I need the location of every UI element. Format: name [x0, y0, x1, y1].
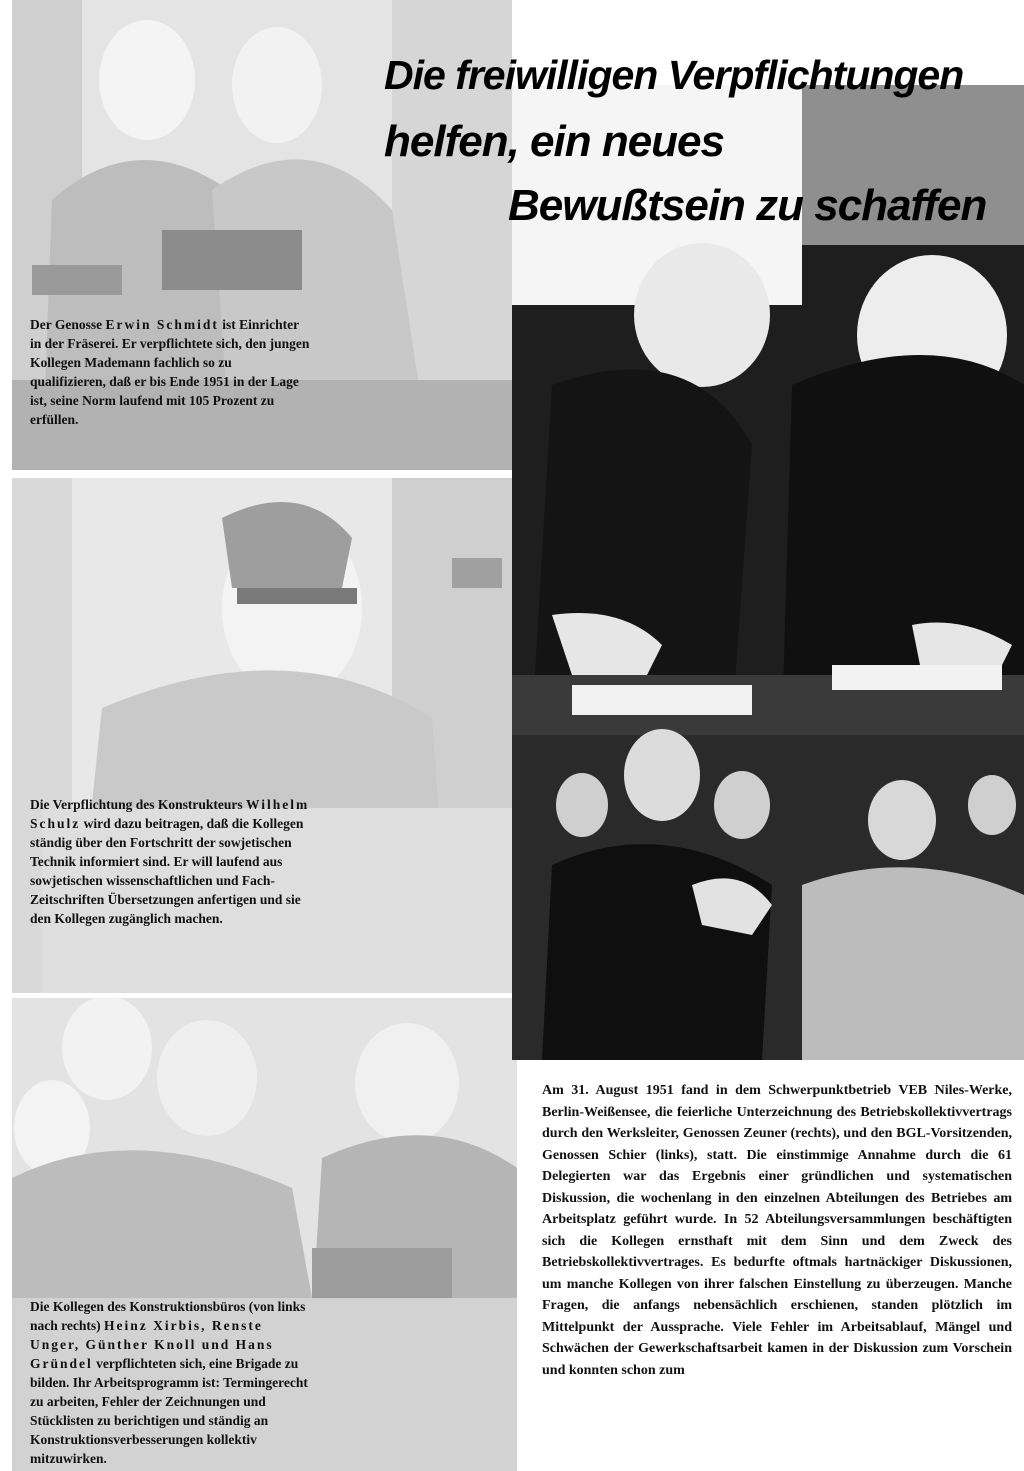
caption-schmidt-post: ist Einrichter in der Fräserei. Er verpflichtete sich, den jungen Kollegen Mademann fachlich so zu qualifizieren, daß er bis Ende 1951 in der Lage ist, seine Norm laufend mit 105 Prozent zu erfüllen.	[30, 317, 310, 427]
caption-schmidt-pre: Der Genosse	[30, 317, 106, 332]
caption-schulz-post: wird dazu beitragen, daß die Kollegen ständig über den Fortschritt der sowjetischen Technik informiert sind. Er will laufend aus sowjetischen wissenschaftlichen und Fach-Zeitschriften Übersetzungen anfertigen und sie den Kollegen zugänglich machen.	[30, 816, 304, 926]
caption-schulz-name: Wilhelm Schulz	[30, 797, 310, 831]
caption-schmidt	[30, 315, 310, 429]
caption-schulz	[30, 795, 315, 928]
caption-konstruktionsbuero-post: verpflichteten sich, eine Brigade zu bilden. Ihr Arbeitsprogramm ist: Termingerecht zu arbeiten, Fehler der Zeichnungen und Stücklisten zu berichtigen und ständig an Konstruktionsverbesserungen kollektiv mitzuwirken.	[30, 1356, 308, 1466]
headline-line-1: Die freiwilligen Verpflichtungen	[384, 52, 964, 98]
article-body: Am 31. August 1951 fand in dem Schwerpunktbetrieb VEB Niles-Werke, Berlin-Weißensee, die feierliche Unterzeichnung des Betriebskollektivvertrags durch den Werksleiter, Genossen Zeuner (rechts), und den BGL-Vorsitzenden, Genossen Schier (links), statt. Die einstimmige Annahme durch die 61 Delegierten war das Ergebnis einer gründlichen und systematischen Diskussion, die wochenlang in den einzelnen Abteilungen des Betriebes am Arbeitsplatz geführt wurde. In 52 Abteilungsversammlungen beschäftigten sich die Kollegen ernsthaft mit dem Sinn und dem Zweck des Betriebskollektivvertrages. Es bedurfte oftmals hartnäckiger Diskussionen, um manche Kollegen von ihrer falschen Einstellung zu überzeugen. Manche Fragen, die anfangs nebensächlich erschienen, standen plötzlich im Mittelpunkt der Aussprache. Viele Fehler im Arbeitsablauf, Mängel und Schwächen der Gewerkschaftsarbeit kamen in der Diskussion zum Vorschein und konnten schon zum	[542, 1083, 1012, 1378]
caption-konstruktionsbuero-names: Heinz Xirbis, Renste Unger, Günther Knoll und Hans Gründel	[30, 1318, 274, 1371]
caption-schulz-pre: Die Verpflichtung des Konstrukteurs	[30, 797, 247, 812]
caption-konstruktionsbuero	[30, 1297, 315, 1468]
photo-signing-ceremony	[512, 85, 1024, 1060]
headline-line-3: Bewußtsein zu schaffen	[508, 181, 987, 230]
caption-konstruktionsbuero-pre: Die Kollegen des Konstruktionsbüros (von links nach rechts)	[30, 1299, 306, 1333]
caption-schmidt-name: Erwin Schmidt	[105, 317, 219, 332]
headline-line-2: helfen, ein neues	[384, 117, 724, 166]
